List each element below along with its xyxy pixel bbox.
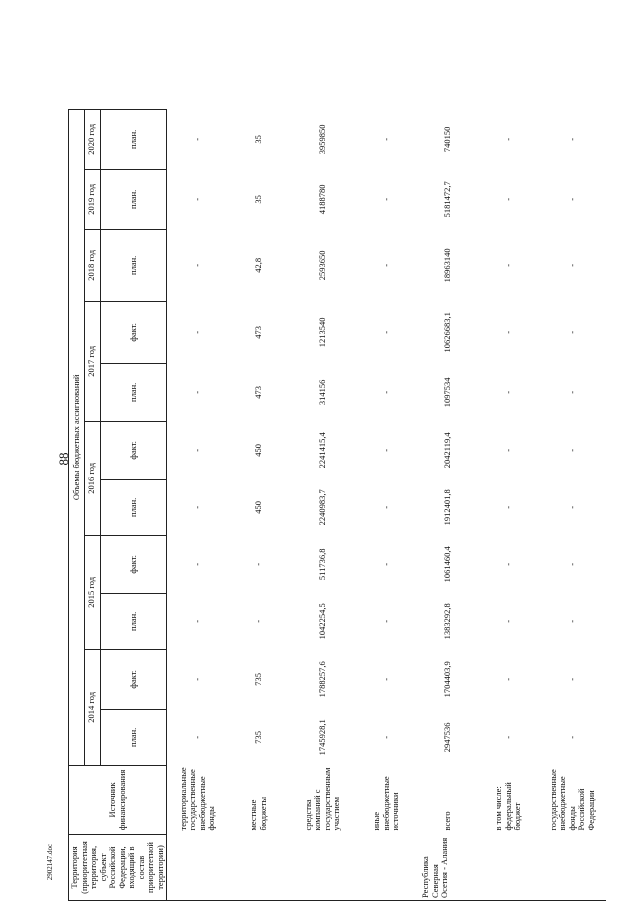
source-cell: государственные внебюджетные фонды Российской Федерации <box>547 769 596 831</box>
table-row <box>228 109 289 900</box>
value-cell: - <box>566 619 577 623</box>
fact-header: факт. <box>100 301 166 363</box>
value-cell: - <box>191 197 202 201</box>
source-cell: средства компаний с государственным участием <box>302 767 341 831</box>
value-cell: - <box>191 677 202 681</box>
plan-header: план. <box>100 229 166 301</box>
value-cell: 1704403,9 <box>441 661 452 698</box>
value-cell: 2593650 <box>316 250 327 281</box>
source-cell: в том числе: федеральный бюджет <box>493 782 523 831</box>
value-cell: - <box>380 390 391 394</box>
value-cell: - <box>191 330 202 334</box>
table-row <box>478 109 539 900</box>
value-cell: - <box>191 735 202 739</box>
territory-cell <box>478 835 539 901</box>
value-cell: 2947536 <box>441 722 452 753</box>
value-cell: 1745928,1 <box>316 719 327 756</box>
territory-cell <box>539 835 606 901</box>
value-cell: 2240983,7 <box>316 489 327 526</box>
plan-header: план. <box>100 169 166 229</box>
value-cell: 5181472,7 <box>441 181 452 218</box>
plan-header: план. <box>100 479 166 535</box>
value-cell: 473 <box>252 325 263 339</box>
value-cell: - <box>502 448 513 452</box>
value-cell: - <box>566 562 577 566</box>
table-row <box>539 109 606 900</box>
budget-table <box>68 109 606 901</box>
value-cell: - <box>502 263 513 267</box>
value-cell: 42,8 <box>252 257 263 273</box>
year-header-2017: 2017 год <box>84 301 100 421</box>
value-cell: 450 <box>252 500 263 514</box>
value-cell: - <box>502 619 513 623</box>
value-cell: 1061460,4 <box>441 546 452 583</box>
value-cell: - <box>191 619 202 623</box>
value-cell: - <box>566 137 577 141</box>
value-cell: 450 <box>252 443 263 457</box>
value-cell: - <box>252 562 263 566</box>
source-cell: местные бюджеты <box>248 796 268 831</box>
table-row <box>289 109 356 900</box>
year-header-2015: 2015 год <box>84 535 100 649</box>
territory-cell <box>356 835 417 901</box>
budget-volumes-header: Объемы бюджетных ассигнований <box>69 109 85 765</box>
source-cell: территориальные государственные внебюджетные фонды <box>177 767 216 831</box>
table-row <box>356 109 417 900</box>
value-cell: - <box>566 735 577 739</box>
value-cell: - <box>502 197 513 201</box>
value-cell: - <box>502 677 513 681</box>
value-cell: 3959850 <box>316 124 327 155</box>
fact-header: факт. <box>100 421 166 479</box>
value-cell: 2241415,4 <box>316 432 327 469</box>
territory-cell <box>167 835 229 901</box>
value-cell: 35 <box>252 135 263 144</box>
value-cell: 473 <box>252 385 263 399</box>
value-cell: - <box>502 137 513 141</box>
value-cell: - <box>380 448 391 452</box>
value-cell: - <box>380 263 391 267</box>
year-header-2018: 2018 год <box>84 229 100 301</box>
value-cell: - <box>380 735 391 739</box>
value-cell: 1042254,5 <box>316 603 327 640</box>
territory-cell <box>228 835 289 901</box>
value-cell: - <box>380 505 391 509</box>
value-cell: 10626683,1 <box>441 312 452 353</box>
value-cell: - <box>380 137 391 141</box>
value-cell: - <box>380 562 391 566</box>
value-cell: - <box>252 619 263 623</box>
value-cell: - <box>380 330 391 334</box>
value-cell: 735 <box>252 672 263 686</box>
value-cell: 2042119,4 <box>441 432 452 469</box>
value-cell: - <box>380 677 391 681</box>
table-body <box>167 109 607 900</box>
value-cell: 35 <box>252 195 263 204</box>
territory-header: Территория (приоритетная территория, субъект Российской Федерации, входящий в состав приоритетной территории) <box>69 835 167 901</box>
value-cell: 1213540 <box>316 317 327 348</box>
value-cell: - <box>502 562 513 566</box>
value-cell: - <box>191 448 202 452</box>
value-cell: 1097534 <box>441 377 452 408</box>
value-cell: 18963140 <box>441 248 452 283</box>
table-row <box>167 109 229 900</box>
value-cell: - <box>191 505 202 509</box>
value-cell: - <box>191 390 202 394</box>
value-cell: - <box>566 677 577 681</box>
value-cell: - <box>502 735 513 739</box>
source-cell: иные внебюджетные источники <box>371 776 401 831</box>
value-cell: - <box>566 263 577 267</box>
value-cell: - <box>566 448 577 452</box>
value-cell: 4188780 <box>316 184 327 215</box>
territory-cell <box>289 835 356 901</box>
value-cell: 740150 <box>441 126 452 153</box>
source-header: Источник финансирования <box>69 765 167 834</box>
fact-header: факт. <box>100 535 166 593</box>
fact-header: факт. <box>100 649 166 709</box>
plan-header: план. <box>100 709 166 765</box>
value-cell: - <box>566 390 577 394</box>
value-cell: - <box>566 197 577 201</box>
year-header-2014: 2014 год <box>84 649 100 765</box>
year-header-2019: 2019 год <box>84 169 100 229</box>
territory-cell: Республика Северная Осетия - Алания <box>417 835 478 901</box>
value-cell: 1383292,8 <box>441 603 452 640</box>
value-cell: 1912401,8 <box>441 489 452 526</box>
value-cell: - <box>502 505 513 509</box>
value-cell: - <box>566 330 577 334</box>
value-cell: 735 <box>252 730 263 744</box>
footer-filename: 2902147.doc <box>46 843 54 881</box>
header-row-group <box>69 109 85 900</box>
value-cell: - <box>191 263 202 267</box>
year-header-2020: 2020 год <box>84 109 100 169</box>
value-cell: - <box>191 562 202 566</box>
value-cell: - <box>191 137 202 141</box>
plan-header: план. <box>100 593 166 649</box>
value-cell: - <box>566 505 577 509</box>
value-cell: - <box>502 330 513 334</box>
value-cell: 314156 <box>316 379 327 406</box>
plan-header: план. <box>100 109 166 169</box>
value-cell: - <box>380 619 391 623</box>
year-header-2016: 2016 год <box>84 421 100 535</box>
source-cell: всего <box>441 811 452 831</box>
value-cell: - <box>380 197 391 201</box>
value-cell: - <box>502 390 513 394</box>
value-cell: 511736,8 <box>316 548 327 581</box>
value-cell: 1788257,6 <box>316 661 327 698</box>
plan-header: план. <box>100 363 166 421</box>
page-number: 88 <box>56 452 71 466</box>
table-row <box>417 109 478 900</box>
